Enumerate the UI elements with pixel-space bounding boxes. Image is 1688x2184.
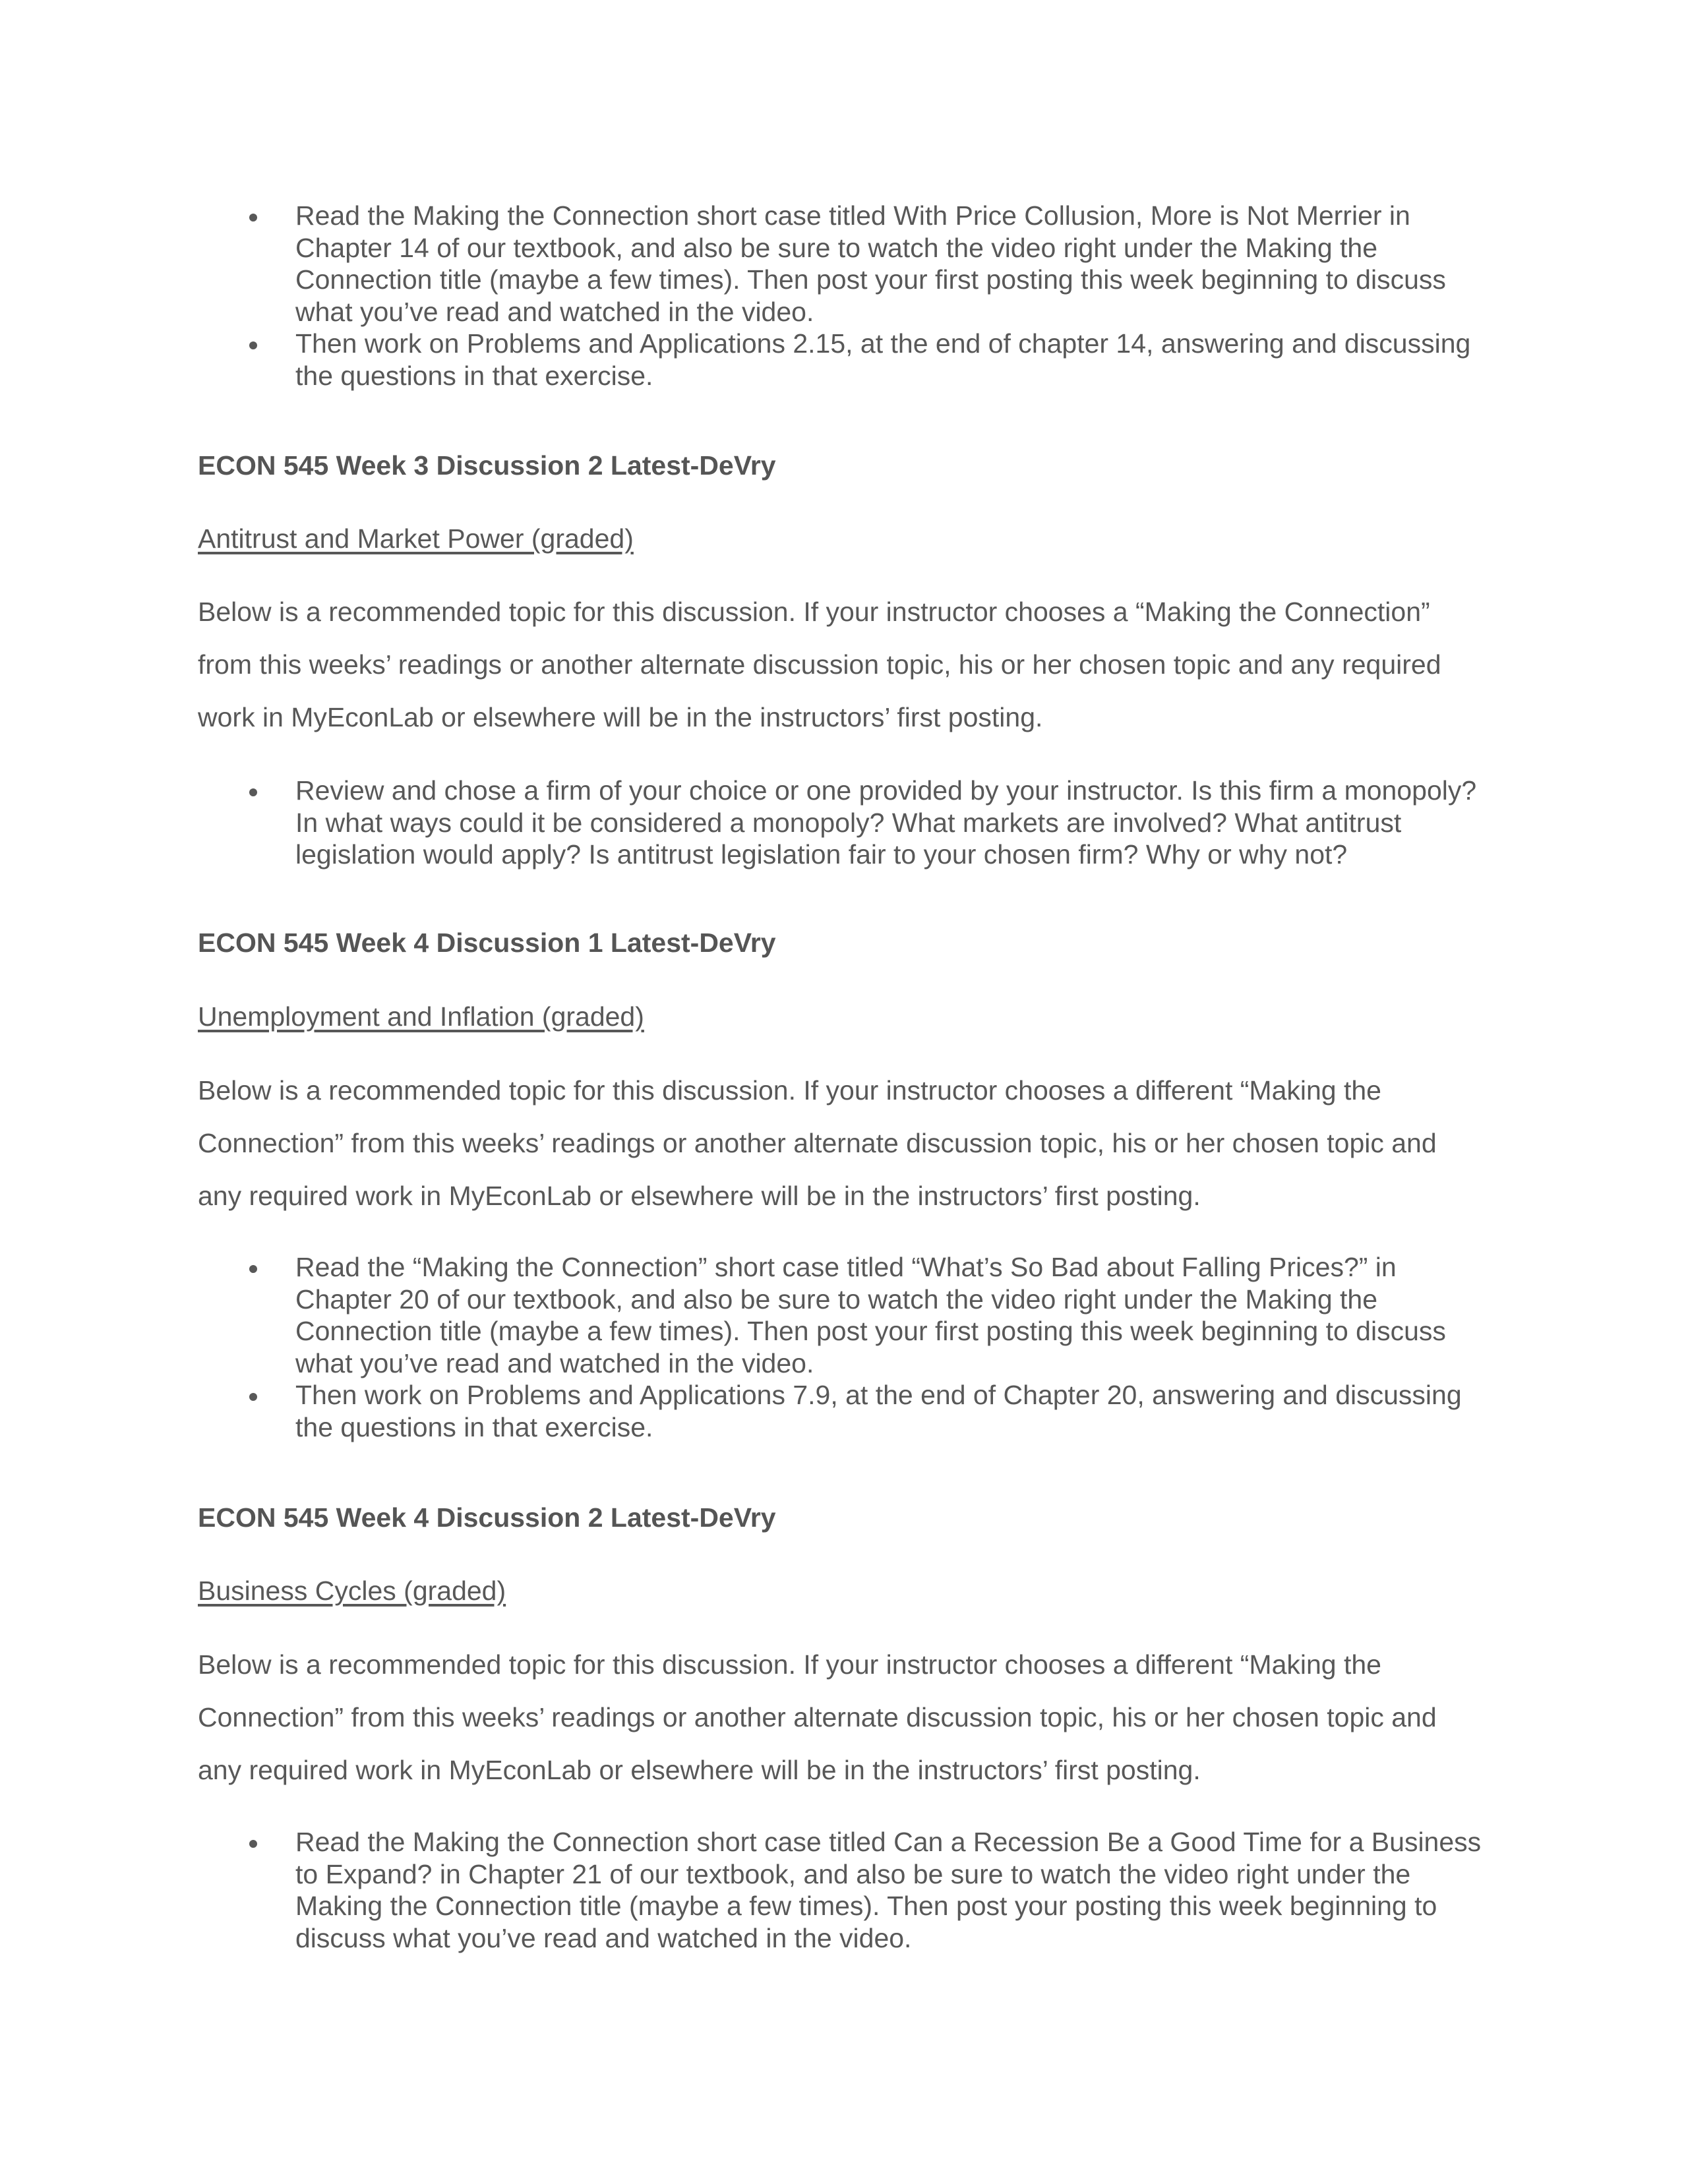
section-heading: ECON 545 Week 4 Discussion 1 Latest-DeVry [198,928,776,958]
section-bullet-list [198,1251,1490,1443]
bullet-icon [249,214,257,221]
list-item [198,1251,1490,1379]
list-item-text: Read the Making the Connection short case titled With Price Collusion, More is Not Merrier in Chapter 14 of our textbook, and also be sure to watch the video right under the Making the Connection title (maybe a few times). Then post your first posting this week beginning to discuss what you’ve read and watched in the video. [295,200,1446,327]
list-item [198,1826,1490,1954]
section-subtitle: Unemployment and Inflation (graded) [198,1001,644,1032]
section-bullet-list [198,1826,1490,1954]
section-subtitle: Business Cycles (graded) [198,1576,506,1606]
section-intro: Below is a recommended topic for this discussion. If your instructor chooses a different “Making the Connection” from this weeks’ readings or another alternate discussion topic, his or her chosen topic and any required work in MyEconLab or elsewhere will be in the instructors’ first posting. [198,1649,1437,1785]
bullet-icon [249,1840,257,1848]
list-item [198,328,1490,392]
section-subtitle: Antitrust and Market Power (graded) [198,523,634,554]
bullet-icon [249,341,257,349]
section-heading: ECON 545 Week 4 Discussion 2 Latest-DeVry [198,1502,776,1533]
list-item [198,775,1490,871]
section-intro: Below is a recommended topic for this discussion. If your instructor chooses a different “Making the Connection” from this weeks’ readings or another alternate discussion topic, his or her chosen topic and any required work in MyEconLab or elsewhere will be in the instructors’ first posting. [198,1075,1437,1211]
section-heading: ECON 545 Week 3 Discussion 2 Latest-DeVry [198,450,776,481]
list-item [198,200,1490,328]
top-bullet-list [198,200,1490,392]
list-item [198,1379,1490,1443]
list-item-text: Then work on Problems and Applications 2.15, at the end of chapter 14, answering and discussing the questions in that exercise. [295,328,1471,391]
bullet-icon [249,1393,257,1401]
list-item-text: Read the “Making the Connection” short case titled “What’s So Bad about Falling Prices?” in Chapter 20 of our textbook, and also be sure to watch the video right under the Making the Connection title (maybe a few times). Then post your first posting this week beginning to discuss what you’ve read and watched in the video. [295,1252,1446,1378]
bullet-icon [249,788,257,796]
list-item-text: Review and chose a firm of your choice or one provided by your instructor. Is this firm a monopoly? In what ways could it be considered a monopoly? What markets are involved? What antitrust legislation would apply? Is antitrust legislation fair to your chosen firm? Why or why not? [295,775,1477,870]
list-item-text: Then work on Problems and Applications 7.9, at the end of Chapter 20, answering and discussing the questions in that exercise. [295,1380,1462,1442]
list-item-text: Read the Making the Connection short case titled Can a Recession Be a Good Time for a Business to Expand? in Chapter 21 of our textbook, and also be sure to watch the video right under the Making the Connection title (maybe a few times). Then post your posting this week beginning to discuss what you’ve read and watched in the video. [295,1827,1482,1953]
section-bullet-list [198,775,1490,871]
bullet-icon [249,1265,257,1273]
section-intro: Below is a recommended topic for this discussion. If your instructor chooses a “Making the Connection” from this weeks’ readings or another alternate discussion topic, his or her chosen topic and any required work in MyEconLab or elsewhere will be in the instructors’ first posting. [198,597,1441,732]
